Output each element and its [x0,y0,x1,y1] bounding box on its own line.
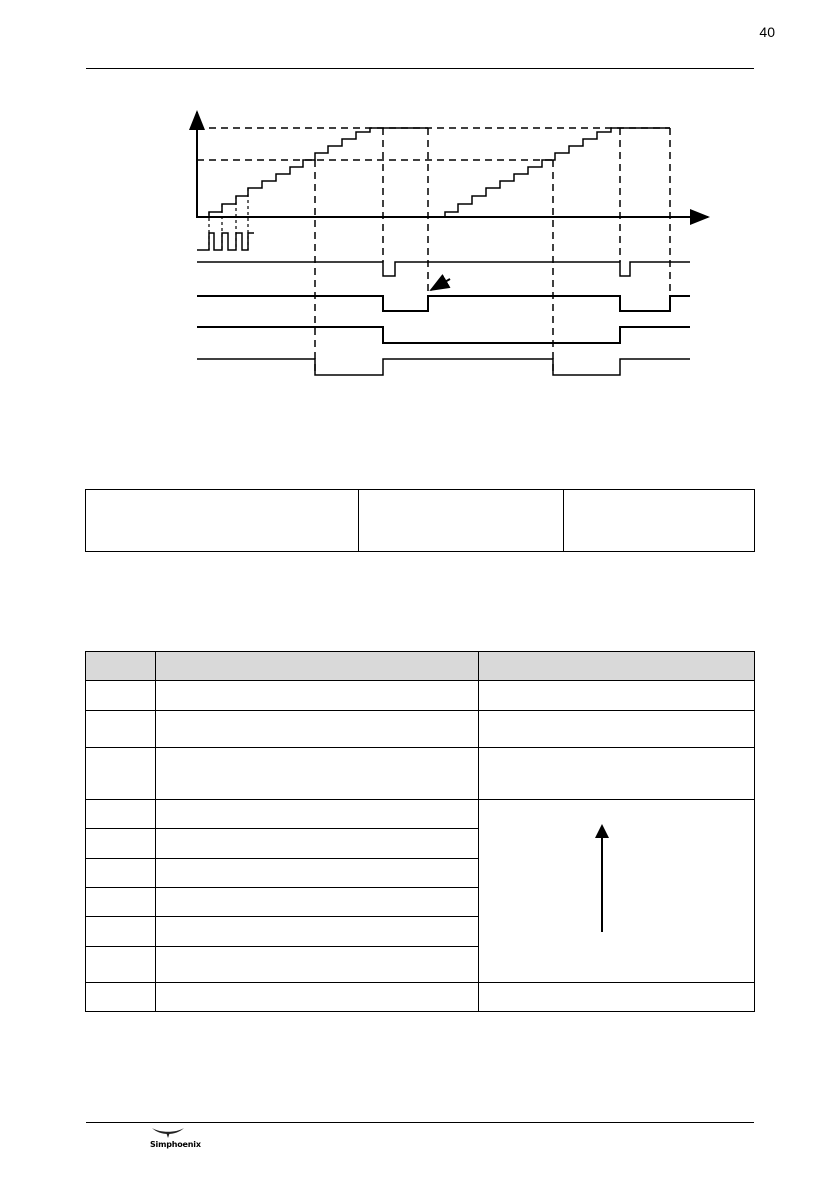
footer-rule [86,1122,754,1123]
signal-row-3 [197,327,690,343]
table-row [86,983,755,1012]
table-row [86,711,755,748]
table-row [86,681,755,711]
info-table [85,489,755,552]
staircase-1 [197,128,428,217]
signal-row-1 [197,262,690,276]
header-cell [156,652,479,681]
signal-row-2 [197,296,690,311]
page-number: 40 [759,24,775,40]
signal-row-4 [197,359,690,375]
up-arrow-icon [590,822,614,934]
info-cell [564,490,755,552]
table-row [86,748,755,800]
pointer-arrow [431,279,450,290]
merged-cell [479,800,755,983]
staircase-2 [445,128,670,217]
pulse-train [197,233,254,250]
dashed-lines [197,128,670,375]
brand-name: Simphoenix [150,1140,201,1149]
info-cell [86,490,359,552]
table-row [86,800,755,829]
header-cell [86,652,156,681]
info-cell [359,490,564,552]
logo-icon [150,1126,186,1140]
header-cell [479,652,755,681]
timing-diagram [0,0,839,400]
table-header-row [86,652,755,681]
parameter-table [85,651,755,1012]
